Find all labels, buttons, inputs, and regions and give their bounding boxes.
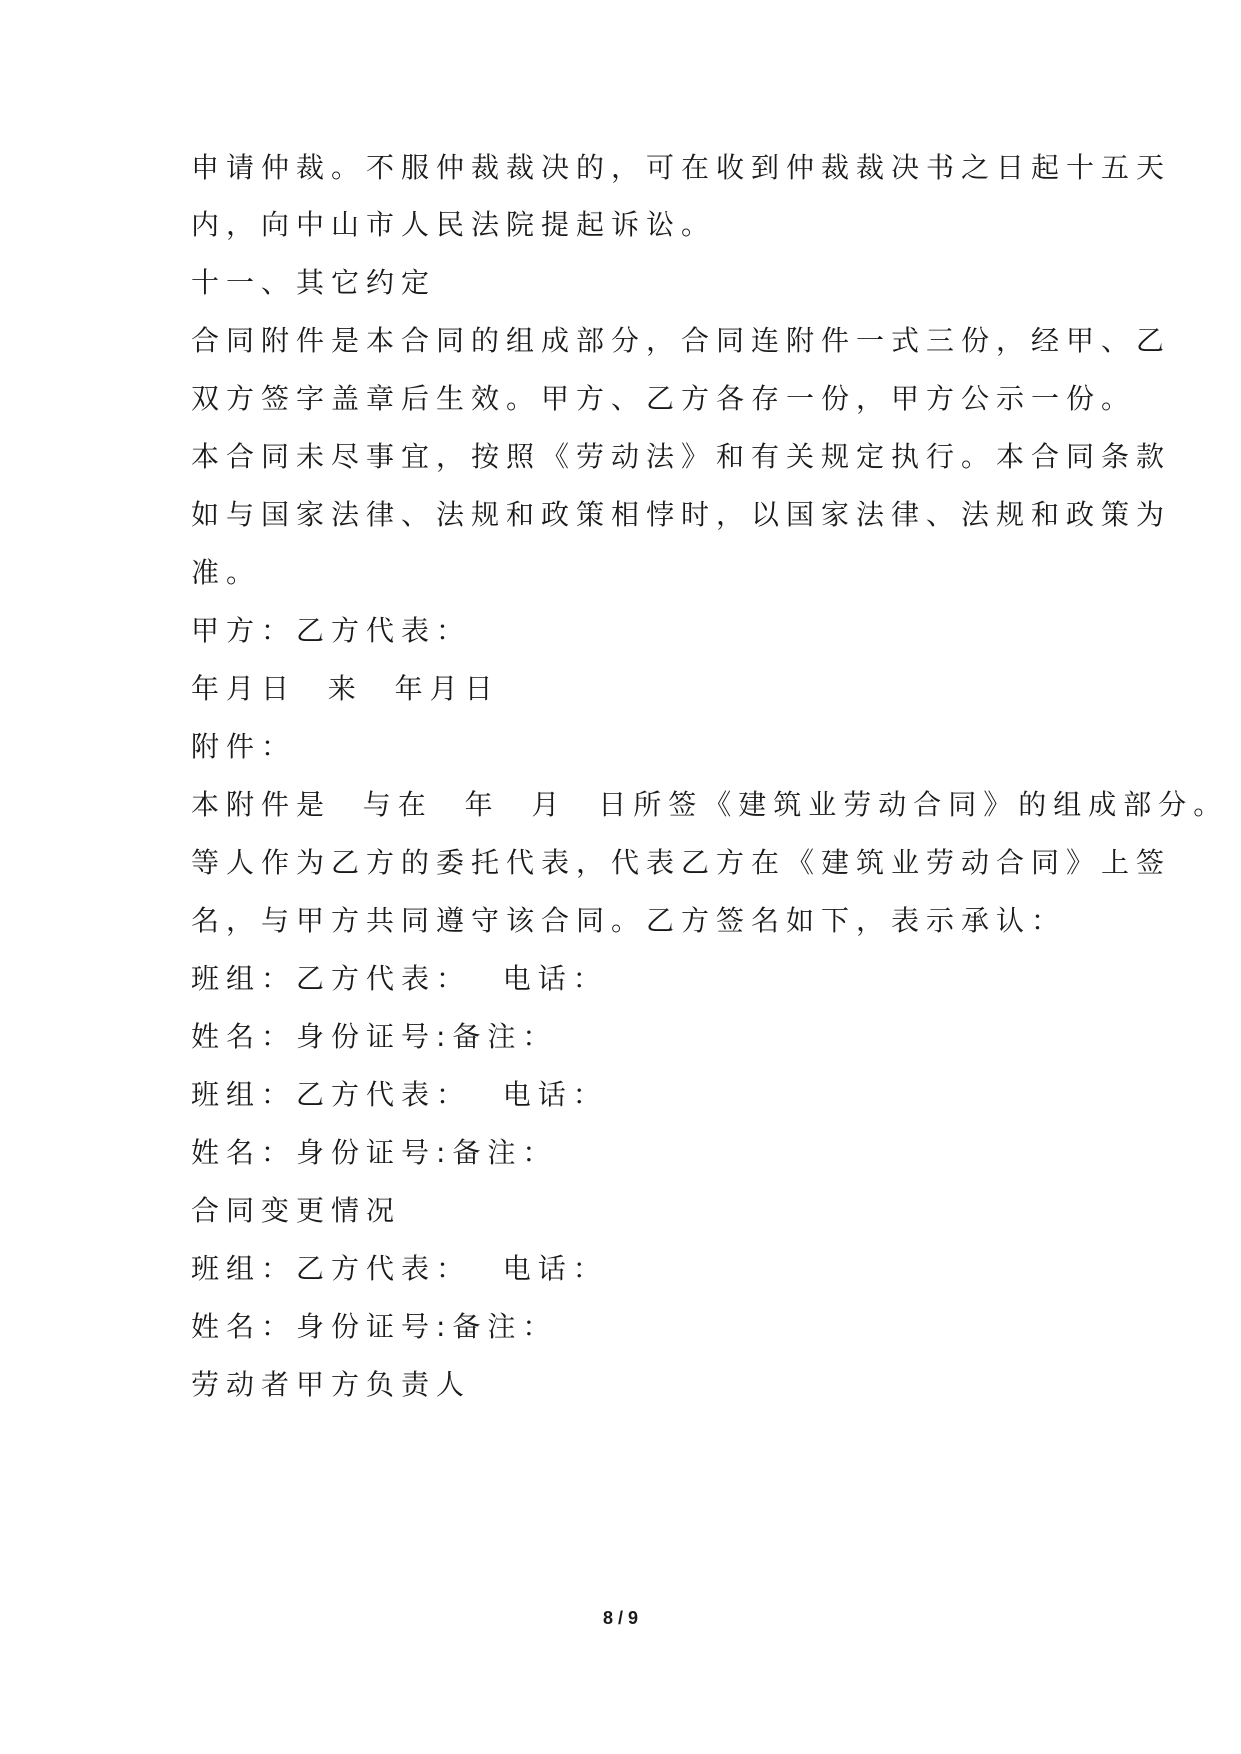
signature-line: 甲方：乙方代表： <box>191 614 472 647</box>
attachment-heading: 附件： <box>191 730 297 763</box>
text-line: 双方签字盖章后生效。甲方、乙方各存一份，甲方公示一份。 <box>191 382 1137 415</box>
page-number: 8 / 9 <box>602 1608 639 1628</box>
text-line: 合同附件是本合同的组成部分，合同连附件一式三份，经甲、乙 <box>191 324 1172 357</box>
text-line: 申请仲裁。不服仲裁裁决的，可在收到仲裁裁决书之日起十五天 <box>191 151 1172 184</box>
form-line: 姓名：身份证号:备注： <box>191 1310 558 1343</box>
text-line: 等人作为乙方的委托代表，代表乙方在《建筑业劳动合同》上签 <box>191 846 1172 879</box>
text-line: 如与国家法律、法规和政策相悖时，以国家法律、法规和政策为 <box>191 498 1172 531</box>
text-line: 内，向中山市人民法院提起诉讼。 <box>191 208 717 241</box>
section-heading: 十一、其它约定 <box>191 266 437 299</box>
text-line: 准。 <box>191 556 262 589</box>
form-line: 班组：乙方代表： 电话： <box>191 1078 608 1111</box>
form-line: 班组：乙方代表： 电话： <box>191 1252 608 1285</box>
text-line: 本附件是 与在 年 月 日所签《建筑业劳动合同》的组成部分。 <box>191 788 1229 821</box>
section-heading: 合同变更情况 <box>191 1194 402 1227</box>
text-line: 本合同未尽事宜，按照《劳动法》和有关规定执行。本合同条款 <box>191 440 1172 473</box>
date-line: 年月日 来 年月日 <box>191 672 500 705</box>
text-line: 名，与甲方共同遵守该合同。乙方签名如下，表示承认： <box>191 904 1067 937</box>
form-line: 姓名：身份证号:备注： <box>191 1136 558 1169</box>
form-line: 班组：乙方代表： 电话： <box>191 962 608 995</box>
signature-line: 劳动者甲方负责人 <box>191 1368 472 1401</box>
form-line: 姓名：身份证号:备注： <box>191 1020 558 1053</box>
